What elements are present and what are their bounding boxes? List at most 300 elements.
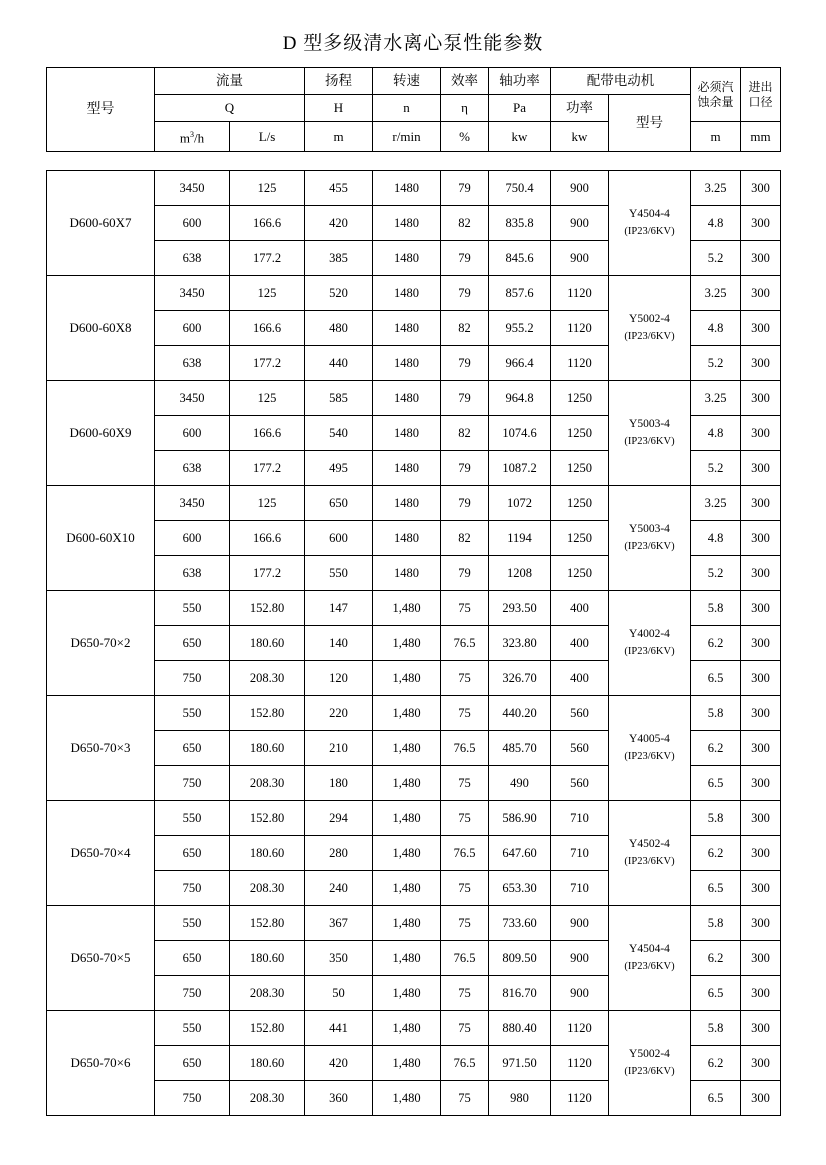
cell-motor-power: 1120	[551, 1011, 609, 1046]
cell-flow-ls: 208.30	[230, 976, 305, 1011]
cell-bore: 300	[741, 416, 781, 451]
cell-efficiency: 82	[441, 416, 489, 451]
cell-npsh: 4.8	[691, 311, 741, 346]
cell-head: 520	[305, 276, 373, 311]
cell-shaft-power: 971.50	[489, 1046, 551, 1081]
cell-speed: 1480	[373, 276, 441, 311]
cell-shaft-power: 326.70	[489, 661, 551, 696]
table-header	[46, 67, 781, 152]
header-efficiency: 效率	[441, 68, 489, 95]
cell-efficiency: 79	[441, 556, 489, 591]
cell-flow-m3h: 550	[155, 591, 230, 626]
cell-speed: 1480	[373, 556, 441, 591]
cell-motor-power: 560	[551, 696, 609, 731]
motor-protection-class: (IP23/6KV)	[624, 331, 675, 343]
cell-flow-ls: 208.30	[230, 1081, 305, 1116]
cell-motor-power: 710	[551, 836, 609, 871]
cell-efficiency: 75	[441, 661, 489, 696]
cell-npsh: 3.25	[691, 171, 741, 206]
cell-motor-power: 1120	[551, 1081, 609, 1116]
cell-motor-power: 900	[551, 976, 609, 1011]
cell-motor-model	[609, 696, 691, 801]
cell-flow-ls: 152.80	[230, 906, 305, 941]
cell-flow-ls: 208.30	[230, 871, 305, 906]
cell-head: 550	[305, 556, 373, 591]
table-row	[47, 381, 781, 416]
unit-flow-m3h: $m^3/h$	[155, 122, 230, 152]
cell-efficiency: 75	[441, 1081, 489, 1116]
cell-head: 280	[305, 836, 373, 871]
cell-flow-ls: 177.2	[230, 241, 305, 276]
cell-efficiency: 79	[441, 486, 489, 521]
cell-motor-model	[609, 1011, 691, 1116]
motor-model-name: Y4502-4	[629, 838, 670, 851]
cell-shaft-power: 1087.2	[489, 451, 551, 486]
cell-speed: 1,480	[373, 731, 441, 766]
header-bore-line2: 口径	[748, 94, 773, 109]
cell-flow-ls: 208.30	[230, 661, 305, 696]
cell-npsh: 4.8	[691, 521, 741, 556]
cell-head: 585	[305, 381, 373, 416]
cell-motor-power: 560	[551, 766, 609, 801]
cell-npsh: 6.2	[691, 941, 741, 976]
cell-flow-m3h: 3450	[155, 486, 230, 521]
table-row	[47, 591, 781, 626]
cell-head: 440	[305, 346, 373, 381]
unit-eff-pct: %	[441, 122, 489, 152]
header-motor-model: 型号	[609, 95, 691, 152]
cell-motor-model	[609, 276, 691, 381]
cell-flow-ls: 166.6	[230, 521, 305, 556]
cell-bore: 300	[741, 381, 781, 416]
motor-protection-class: (IP23/6KV)	[624, 541, 675, 553]
cell-speed: 1,480	[373, 906, 441, 941]
cell-efficiency: 75	[441, 976, 489, 1011]
cell-efficiency: 79	[441, 241, 489, 276]
cell-motor-power: 900	[551, 906, 609, 941]
cell-speed: 1,480	[373, 801, 441, 836]
cell-motor-model	[609, 381, 691, 486]
cell-bore: 300	[741, 661, 781, 696]
cell-npsh: 6.2	[691, 1046, 741, 1081]
header-body-gap	[46, 152, 780, 170]
header-speed: 转速	[373, 68, 441, 95]
motor-protection-class: (IP23/6KV)	[624, 646, 675, 658]
cell-shaft-power: 1072	[489, 486, 551, 521]
cell-motor-power: 900	[551, 941, 609, 976]
header-flow: 流量	[155, 68, 305, 95]
cell-shaft-power: 490	[489, 766, 551, 801]
cell-efficiency: 79	[441, 381, 489, 416]
cell-motor-model	[609, 486, 691, 591]
cell-flow-m3h: 638	[155, 556, 230, 591]
cell-pump-model: D650-70×2	[47, 591, 155, 696]
motor-protection-class: (IP23/6KV)	[624, 961, 675, 973]
table-row	[47, 1011, 781, 1046]
cell-flow-m3h: 750	[155, 1081, 230, 1116]
cell-head: 420	[305, 1046, 373, 1081]
cell-bore: 300	[741, 556, 781, 591]
cell-shaft-power: 964.8	[489, 381, 551, 416]
cell-npsh: 5.2	[691, 241, 741, 276]
cell-bore: 300	[741, 731, 781, 766]
header-npsh-line2: 蚀余量	[697, 94, 734, 109]
cell-npsh: 3.25	[691, 381, 741, 416]
cell-bore: 300	[741, 1081, 781, 1116]
cell-motor-power: 1120	[551, 311, 609, 346]
cell-speed: 1480	[373, 241, 441, 276]
cell-motor-power: 900	[551, 241, 609, 276]
header-sym-pa: Pa	[489, 95, 551, 122]
cell-motor-model	[609, 801, 691, 906]
cell-efficiency: 76.5	[441, 1046, 489, 1081]
cell-speed: 1480	[373, 486, 441, 521]
cell-pump-model: D650-70×6	[47, 1011, 155, 1116]
cell-shaft-power: 1074.6	[489, 416, 551, 451]
cell-shaft-power: 1194	[489, 521, 551, 556]
cell-npsh: 6.5	[691, 871, 741, 906]
cell-motor-model	[609, 171, 691, 276]
cell-motor-power: 1250	[551, 556, 609, 591]
cell-efficiency: 76.5	[441, 836, 489, 871]
cell-bore: 300	[741, 451, 781, 486]
cell-motor-power: 1250	[551, 521, 609, 556]
cell-bore: 300	[741, 206, 781, 241]
table-row	[47, 171, 781, 206]
cell-bore: 300	[741, 171, 781, 206]
cell-flow-ls: 208.30	[230, 766, 305, 801]
cell-efficiency: 75	[441, 766, 489, 801]
cell-efficiency: 75	[441, 801, 489, 836]
cell-flow-m3h: 550	[155, 696, 230, 731]
cell-npsh: 5.8	[691, 906, 741, 941]
unit-speed-rmin: r/min	[373, 122, 441, 152]
cell-bore: 300	[741, 1046, 781, 1081]
cell-speed: 1480	[373, 451, 441, 486]
cell-speed: 1,480	[373, 1046, 441, 1081]
motor-protection-class: (IP23/6KV)	[624, 436, 675, 448]
cell-flow-m3h: 650	[155, 731, 230, 766]
motor-model-name: Y4504-4	[629, 208, 670, 221]
cell-head: 600	[305, 521, 373, 556]
cell-bore: 300	[741, 591, 781, 626]
cell-flow-ls: 177.2	[230, 556, 305, 591]
page-title: D 型多级清水离心泵性能参数	[282, 33, 544, 54]
cell-motor-power: 400	[551, 626, 609, 661]
cell-motor-power: 1120	[551, 1046, 609, 1081]
cell-flow-m3h: 550	[155, 906, 230, 941]
header-motor-power: 功率	[551, 95, 609, 122]
cell-speed: 1,480	[373, 766, 441, 801]
cell-speed: 1480	[373, 206, 441, 241]
cell-head: 455	[305, 171, 373, 206]
cell-efficiency: 76.5	[441, 731, 489, 766]
cell-efficiency: 75	[441, 1011, 489, 1046]
cell-flow-ls: 125	[230, 276, 305, 311]
cell-efficiency: 75	[441, 871, 489, 906]
cell-head: 147	[305, 591, 373, 626]
unit-motor-kw: kw	[551, 122, 609, 152]
unit-head-m: m	[305, 122, 373, 152]
cell-flow-ls: 177.2	[230, 451, 305, 486]
cell-bore: 300	[741, 696, 781, 731]
cell-motor-power: 1120	[551, 346, 609, 381]
cell-pump-model: D650-70×5	[47, 906, 155, 1011]
cell-speed: 1,480	[373, 696, 441, 731]
cell-flow-m3h: 600	[155, 311, 230, 346]
motor-model-name: Y5003-4	[629, 418, 670, 431]
cell-shaft-power: 485.70	[489, 731, 551, 766]
cell-speed: 1,480	[373, 1011, 441, 1046]
cell-bore: 300	[741, 241, 781, 276]
cell-bore: 300	[741, 311, 781, 346]
cell-bore: 300	[741, 521, 781, 556]
cell-flow-m3h: 638	[155, 346, 230, 381]
cell-efficiency: 82	[441, 521, 489, 556]
cell-npsh: 3.25	[691, 276, 741, 311]
cell-npsh: 6.5	[691, 1081, 741, 1116]
cell-speed: 1,480	[373, 871, 441, 906]
header-motor: 配带电动机	[551, 68, 691, 95]
cell-head: 50	[305, 976, 373, 1011]
unit-npsh-m: m	[691, 122, 741, 152]
cell-flow-ls: 177.2	[230, 346, 305, 381]
cell-shaft-power: 955.2	[489, 311, 551, 346]
cell-motor-power: 900	[551, 206, 609, 241]
cell-flow-m3h: 650	[155, 626, 230, 661]
cell-npsh: 3.25	[691, 486, 741, 521]
table-row	[47, 906, 781, 941]
table-row	[47, 696, 781, 731]
cell-motor-power: 710	[551, 871, 609, 906]
cell-motor-power: 710	[551, 801, 609, 836]
cell-head: 294	[305, 801, 373, 836]
cell-pump-model: D600-60X9	[47, 381, 155, 486]
cell-shaft-power: 845.6	[489, 241, 551, 276]
cell-shaft-power: 586.90	[489, 801, 551, 836]
cell-flow-m3h: 3450	[155, 171, 230, 206]
cell-head: 385	[305, 241, 373, 276]
table-body	[46, 170, 781, 1116]
cell-flow-m3h: 600	[155, 521, 230, 556]
cell-motor-power: 1250	[551, 416, 609, 451]
cell-motor-power: 400	[551, 661, 609, 696]
cell-head: 360	[305, 1081, 373, 1116]
cell-flow-m3h: 3450	[155, 276, 230, 311]
cell-bore: 300	[741, 276, 781, 311]
motor-protection-class: (IP23/6KV)	[624, 226, 675, 238]
cell-flow-ls: 152.80	[230, 801, 305, 836]
table-row	[47, 801, 781, 836]
cell-bore: 300	[741, 836, 781, 871]
cell-npsh: 4.8	[691, 416, 741, 451]
cell-head: 650	[305, 486, 373, 521]
cell-flow-ls: 166.6	[230, 206, 305, 241]
cell-shaft-power: 857.6	[489, 276, 551, 311]
cell-shaft-power: 880.40	[489, 1011, 551, 1046]
unit-flow-ls: L/s	[230, 122, 305, 152]
motor-protection-class: (IP23/6KV)	[624, 751, 675, 763]
cell-speed: 1,480	[373, 661, 441, 696]
cell-flow-m3h: 750	[155, 976, 230, 1011]
motor-model-name: Y4005-4	[629, 733, 670, 746]
cell-flow-m3h: 3450	[155, 381, 230, 416]
cell-npsh: 5.2	[691, 556, 741, 591]
cell-bore: 300	[741, 941, 781, 976]
cell-npsh: 5.2	[691, 346, 741, 381]
unit-shaft-kw: kw	[489, 122, 551, 152]
cell-head: 420	[305, 206, 373, 241]
cell-efficiency: 79	[441, 346, 489, 381]
cell-npsh: 5.8	[691, 801, 741, 836]
header-bore-line1: 进出	[748, 79, 773, 94]
cell-npsh: 6.2	[691, 626, 741, 661]
cell-efficiency: 82	[441, 311, 489, 346]
cell-flow-m3h: 750	[155, 766, 230, 801]
cell-efficiency: 79	[441, 276, 489, 311]
cell-bore: 300	[741, 626, 781, 661]
table-row	[47, 276, 781, 311]
cell-npsh: 5.8	[691, 696, 741, 731]
cell-flow-ls: 180.60	[230, 941, 305, 976]
cell-shaft-power: 816.70	[489, 976, 551, 1011]
cell-motor-model	[609, 591, 691, 696]
cell-flow-ls: 166.6	[230, 311, 305, 346]
motor-model-name: Y4002-4	[629, 628, 670, 641]
cell-shaft-power: 440.20	[489, 696, 551, 731]
cell-motor-power: 1250	[551, 381, 609, 416]
cell-speed: 1480	[373, 381, 441, 416]
cell-motor-power: 560	[551, 731, 609, 766]
cell-pump-model: D600-60X7	[47, 171, 155, 276]
header-row-2	[47, 95, 781, 122]
header-npsh	[691, 68, 741, 122]
cell-flow-m3h: 750	[155, 871, 230, 906]
cell-shaft-power: 835.8	[489, 206, 551, 241]
cell-speed: 1480	[373, 521, 441, 556]
cell-efficiency: 75	[441, 906, 489, 941]
cell-npsh: 6.2	[691, 836, 741, 871]
header-row-1	[47, 68, 781, 95]
cell-motor-power: 1120	[551, 276, 609, 311]
header-sym-n: n	[373, 95, 441, 122]
cell-head: 540	[305, 416, 373, 451]
header-head: 扬程	[305, 68, 373, 95]
cell-bore: 300	[741, 1011, 781, 1046]
motor-model-name: Y5002-4	[629, 313, 670, 326]
cell-flow-m3h: 650	[155, 941, 230, 976]
cell-speed: 1,480	[373, 591, 441, 626]
cell-flow-m3h: 638	[155, 451, 230, 486]
cell-head: 120	[305, 661, 373, 696]
cell-motor-power: 900	[551, 171, 609, 206]
cell-head: 495	[305, 451, 373, 486]
cell-motor-model	[609, 906, 691, 1011]
cell-speed: 1,480	[373, 976, 441, 1011]
motor-protection-class: (IP23/6KV)	[624, 1066, 675, 1078]
cell-head: 367	[305, 906, 373, 941]
cell-flow-m3h: 550	[155, 1011, 230, 1046]
cell-speed: 1480	[373, 346, 441, 381]
cell-pump-model: D600-60X8	[47, 276, 155, 381]
cell-head: 350	[305, 941, 373, 976]
motor-model-name: Y5003-4	[629, 523, 670, 536]
cell-npsh: 5.2	[691, 451, 741, 486]
cell-npsh: 6.5	[691, 976, 741, 1011]
cell-flow-m3h: 550	[155, 801, 230, 836]
cell-efficiency: 79	[441, 171, 489, 206]
cell-shaft-power: 1208	[489, 556, 551, 591]
header-sym-q: Q	[155, 95, 305, 122]
cell-efficiency: 82	[441, 206, 489, 241]
cell-npsh: 6.2	[691, 731, 741, 766]
cell-npsh: 4.8	[691, 206, 741, 241]
cell-flow-m3h: 650	[155, 836, 230, 871]
cell-shaft-power: 653.30	[489, 871, 551, 906]
cell-efficiency: 76.5	[441, 626, 489, 661]
cell-flow-m3h: 638	[155, 241, 230, 276]
cell-flow-ls: 180.60	[230, 626, 305, 661]
cell-head: 240	[305, 871, 373, 906]
motor-model-name: Y5002-4	[629, 1048, 670, 1061]
header-bore	[741, 68, 781, 122]
cell-efficiency: 75	[441, 591, 489, 626]
cell-efficiency: 76.5	[441, 941, 489, 976]
cell-speed: 1,480	[373, 1081, 441, 1116]
cell-pump-model: D600-60X10	[47, 486, 155, 591]
cell-shaft-power: 733.60	[489, 906, 551, 941]
cell-npsh: 6.5	[691, 766, 741, 801]
cell-motor-power: 400	[551, 591, 609, 626]
cell-shaft-power: 323.80	[489, 626, 551, 661]
cell-head: 480	[305, 311, 373, 346]
cell-flow-ls: 125	[230, 171, 305, 206]
header-npsh-line1: 必须汽	[697, 79, 734, 94]
cell-flow-ls: 180.60	[230, 836, 305, 871]
cell-speed: 1,480	[373, 836, 441, 871]
cell-speed: 1480	[373, 416, 441, 451]
cell-head: 180	[305, 766, 373, 801]
cell-pump-model: D650-70×4	[47, 801, 155, 906]
unit-bore-mm: mm	[741, 122, 781, 152]
cell-bore: 300	[741, 346, 781, 381]
cell-bore: 300	[741, 766, 781, 801]
cell-head: 441	[305, 1011, 373, 1046]
cell-flow-m3h: 600	[155, 206, 230, 241]
cell-speed: 1480	[373, 311, 441, 346]
cell-flow-m3h: 600	[155, 416, 230, 451]
table-row	[47, 486, 781, 521]
cell-npsh: 6.5	[691, 661, 741, 696]
cell-flow-ls: 125	[230, 381, 305, 416]
cell-shaft-power: 293.50	[489, 591, 551, 626]
cell-flow-ls: 166.6	[230, 416, 305, 451]
cell-flow-ls: 180.60	[230, 731, 305, 766]
cell-speed: 1480	[373, 171, 441, 206]
cell-shaft-power: 980	[489, 1081, 551, 1116]
cell-pump-model: D650-70×3	[47, 696, 155, 801]
cell-bore: 300	[741, 871, 781, 906]
header-sym-h: H	[305, 95, 373, 122]
cell-head: 210	[305, 731, 373, 766]
cell-bore: 300	[741, 801, 781, 836]
cell-motor-power: 1250	[551, 486, 609, 521]
cell-flow-m3h: 650	[155, 1046, 230, 1081]
header-shaft-power: 轴功率	[489, 68, 551, 95]
cell-npsh: 5.8	[691, 1011, 741, 1046]
cell-flow-ls: 152.80	[230, 591, 305, 626]
cell-bore: 300	[741, 906, 781, 941]
